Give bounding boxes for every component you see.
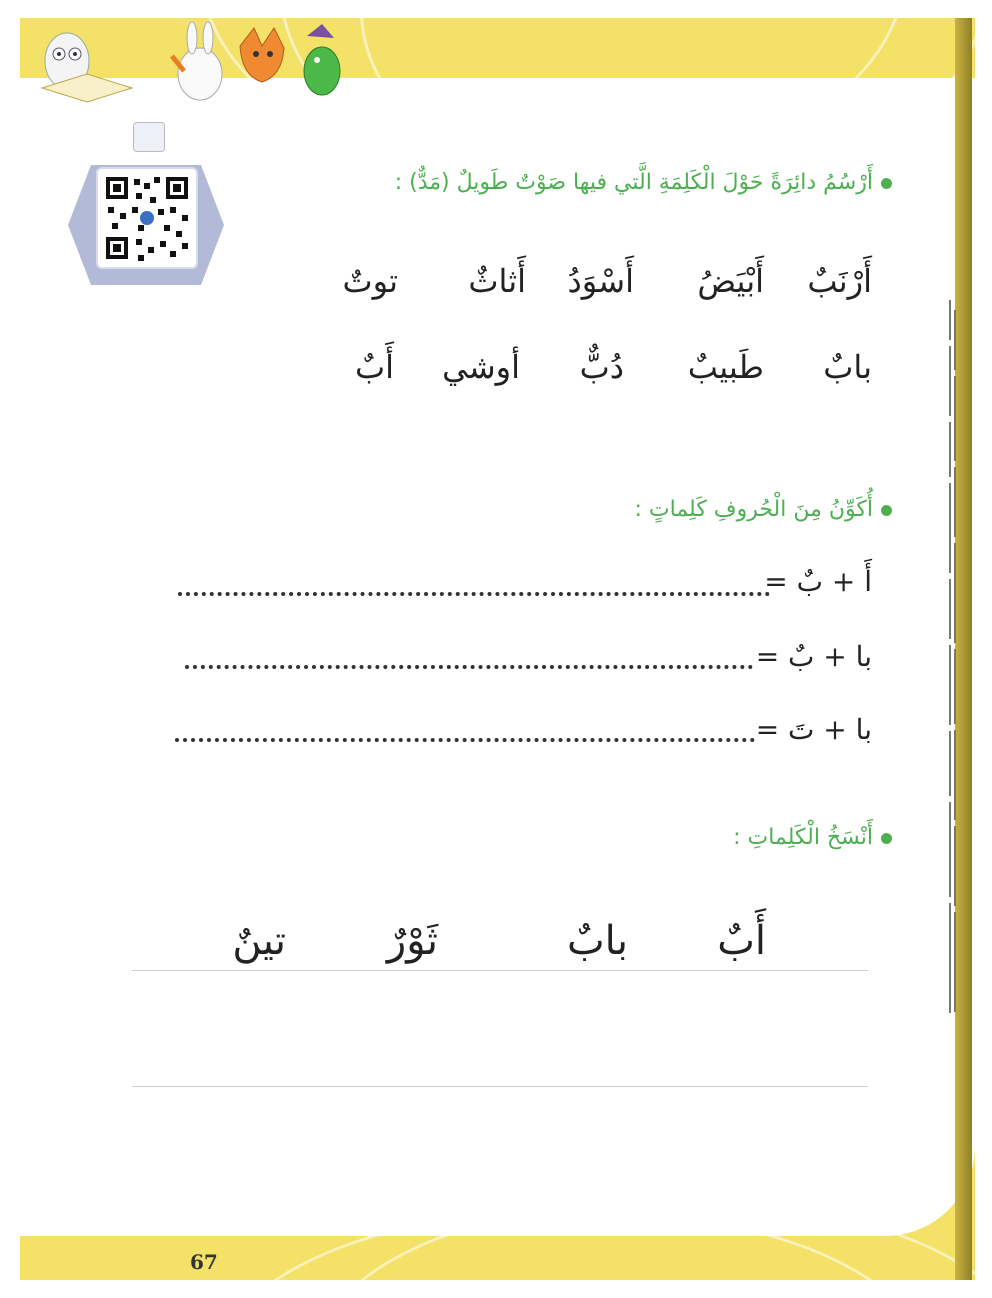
copy-word: ثَوْرٌ [386,918,438,964]
word-item[interactable]: توتٌ [342,262,398,300]
word-item[interactable]: أَبٌ [354,348,394,386]
bullet-icon [881,178,892,189]
video-clapper-icon[interactable] [133,122,165,152]
answer-line[interactable] [185,665,753,669]
section3-instruction [733,825,892,850]
equation: أَ + بٌ = [764,565,872,598]
word-item[interactable]: طَبيبٌ [687,348,764,386]
section1-instruction [395,170,892,195]
header-illustration [22,16,342,106]
word-item[interactable]: أَبْيَضُ [697,262,764,300]
rabbit-icon [172,22,222,100]
fox-icon [240,28,284,82]
bullet-icon [881,833,892,844]
copyright-notice-strip [948,300,958,1020]
section2-instruction [635,497,893,522]
word-item[interactable]: بابٌ [823,348,872,386]
word-item[interactable]: أَسْوَدُ [567,262,634,300]
copy-word: أَبٌ [717,918,766,964]
answer-line[interactable] [178,592,770,596]
qr-code[interactable] [96,167,198,269]
word-item[interactable]: أَثاثٌ [468,262,526,300]
answer-line[interactable] [175,738,755,742]
section1-instruction-text: أَرْسُمُ دائِرَةً حَوْلَ الْكَلِمَةِ الَّتي فيها صَوْتٌ طَويلٌ (مَدٌّ) : [394,170,873,195]
bullet-icon [881,505,892,516]
section2-instruction-text: أُكَوِّنُ مِنَ الْحُروفِ كَلِماتٍ : [634,497,873,522]
section3-instruction-text: أَنْسَخُ الْكَلِماتِ : [733,825,873,850]
copy-word: تينٌ [232,918,286,964]
word-item[interactable]: أوشي [442,348,520,386]
equation: با + تَ = [755,713,872,746]
writing-line[interactable] [132,1086,868,1087]
word-item[interactable]: دُبٌّ [579,348,624,386]
equation: با + بٌ = [755,640,872,673]
page-number: 67 [190,1250,218,1274]
copy-word: بابٌ [567,918,628,964]
qr-code-pattern [98,169,196,267]
dinosaur-icon [304,24,340,95]
writing-rule [132,970,868,971]
word-item[interactable]: أَرْنَبٌ [807,262,872,300]
